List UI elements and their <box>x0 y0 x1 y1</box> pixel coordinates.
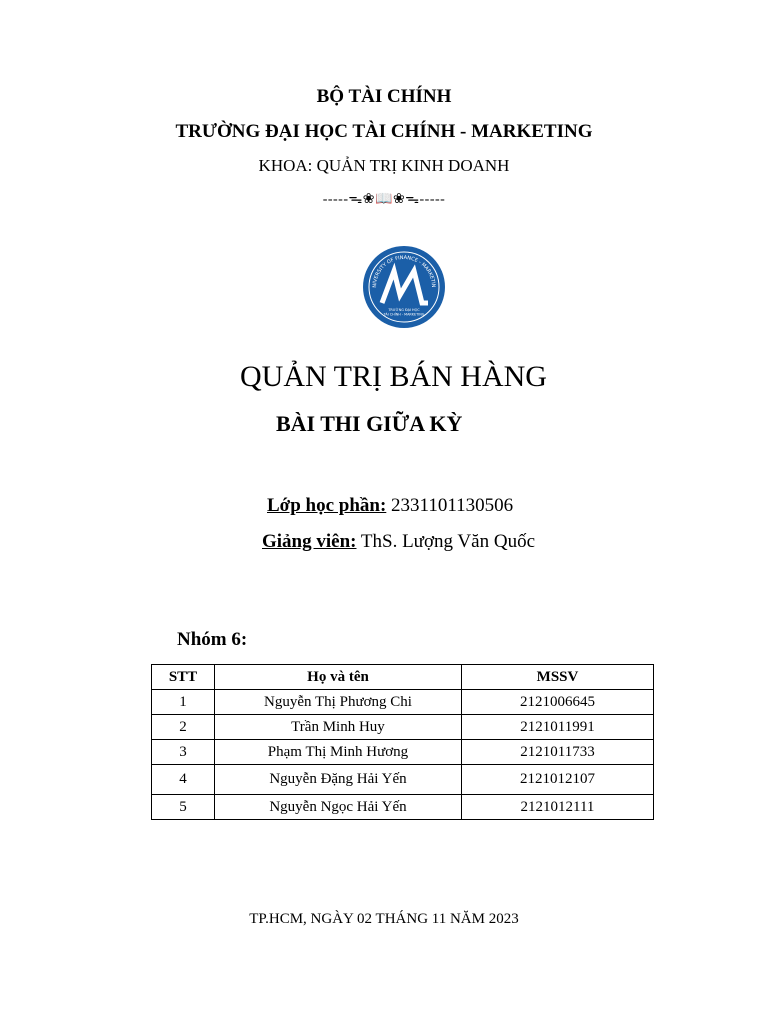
column-header-stt: STT <box>152 665 215 690</box>
cell-mssv: 2121012111 <box>462 795 654 820</box>
table-row <box>152 690 654 715</box>
ornament-divider: -----ᯓ❀📖❀ᯓ----- <box>322 192 446 207</box>
cell-stt: 5 <box>152 795 215 820</box>
cell-mssv: 2121011991 <box>462 715 654 740</box>
group-label: Nhóm 6: <box>177 629 248 650</box>
ministry-name: BỘ TÀI CHÍNH <box>316 86 452 107</box>
cell-name: Trần Minh Huy <box>215 715 462 740</box>
members-table <box>151 664 654 820</box>
cell-name: Phạm Thị Minh Hương <box>215 740 462 765</box>
university-logo <box>362 245 446 329</box>
table-row <box>152 715 654 740</box>
table-header-row <box>152 665 654 690</box>
lecturer-row <box>262 531 535 553</box>
logo-lower-text-2: TÀI CHÍNH - MARKETING <box>383 312 425 317</box>
cell-stt: 4 <box>152 765 215 795</box>
cell-name: Nguyễn Ngọc Hải Yến <box>215 795 462 820</box>
cell-name: Nguyễn Đặng Hải Yến <box>215 765 462 795</box>
cell-name: Nguyễn Thị Phương Chi <box>215 690 462 715</box>
exam-title: BÀI THI GIỮA KỲ <box>276 411 463 436</box>
cell-stt: 1 <box>152 690 215 715</box>
cell-mssv: 2121006645 <box>462 690 654 715</box>
class-code-row <box>267 495 513 517</box>
table-row <box>152 740 654 765</box>
column-header-mssv: MSSV <box>462 665 654 690</box>
logo-arc-text: NIVERSITY OF FINANCE - MARKETIN <box>371 254 437 288</box>
table-row <box>152 765 654 795</box>
cell-stt: 3 <box>152 740 215 765</box>
column-header-name: Họ và tên <box>215 665 462 690</box>
cell-mssv: 2121011733 <box>462 740 654 765</box>
lecturer-value: ThS. Lượng Văn Quốc <box>360 531 535 552</box>
cell-stt: 2 <box>152 715 215 740</box>
cell-mssv: 2121012107 <box>462 765 654 795</box>
table-row <box>152 795 654 820</box>
course-title: QUẢN TRỊ BÁN HÀNG <box>240 360 547 393</box>
logo-lower-text-1: TRƯỜNG ĐẠI HỌC <box>388 308 420 312</box>
class-code-value: 2331101130506 <box>391 495 514 516</box>
place-date-footer: TP.HCM, NGÀY 02 THÁNG 11 NĂM 2023 <box>249 911 519 927</box>
faculty-name: KHOA: QUẢN TRỊ KINH DOANH <box>258 156 510 175</box>
class-code-label: Lớp học phần: <box>267 495 387 516</box>
lecturer-label: Giảng viên: <box>262 531 357 552</box>
university-name: TRƯỜNG ĐẠI HỌC TÀI CHÍNH - MARKETING <box>175 121 593 142</box>
